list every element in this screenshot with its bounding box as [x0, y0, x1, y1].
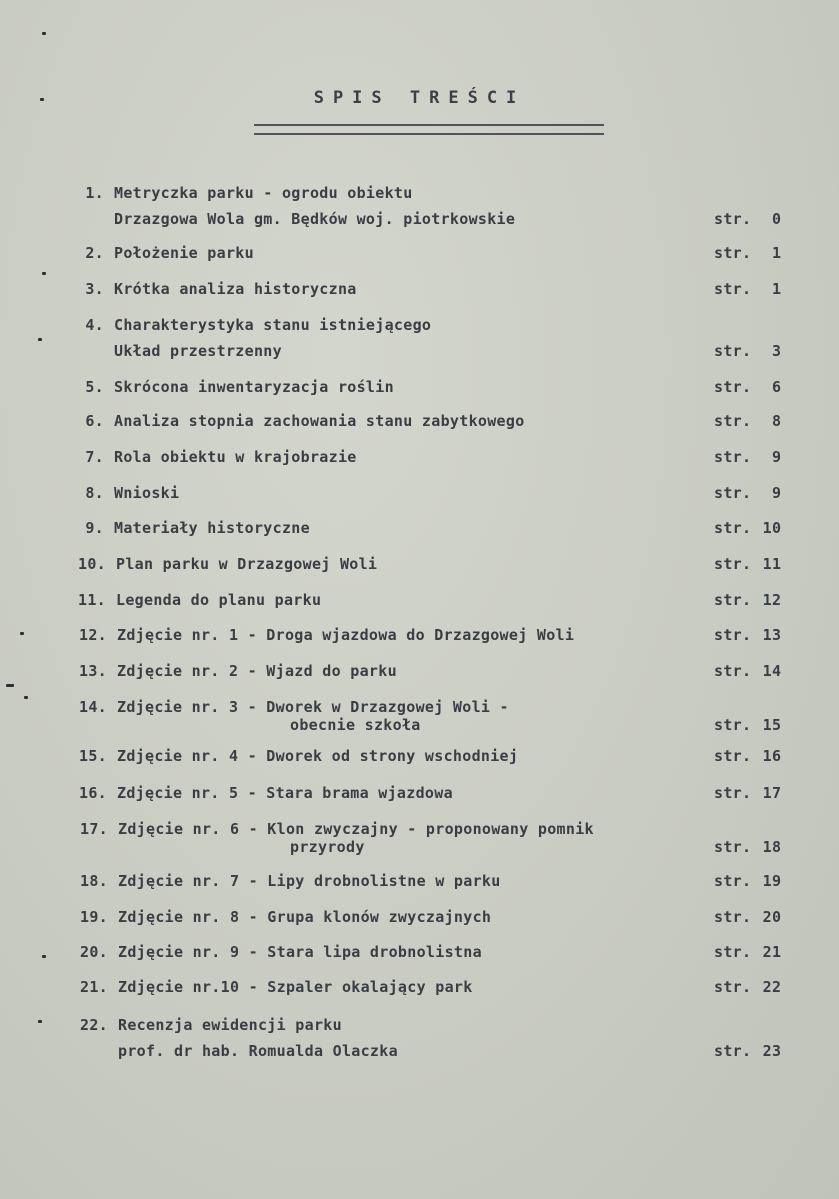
- toc-entry-number: 8.: [85, 484, 104, 502]
- page-number: 21: [762, 943, 782, 961]
- toc-entry-title: Zdjęcie nr. 3 - Dworek w Drzazgowej Woli -: [117, 698, 509, 716]
- toc-entry-number: 6.: [85, 412, 104, 430]
- toc-page-ref: [714, 555, 781, 573]
- page-number: 9: [771, 484, 782, 502]
- page-label: str.: [714, 716, 752, 734]
- toc-entry-title: Zdjęcie nr.10 - Szpaler okalający park: [118, 978, 473, 996]
- toc-entry-number: 4.: [85, 316, 104, 334]
- page-label: str.: [714, 1042, 752, 1060]
- toc-entry-number: 21.: [80, 978, 108, 996]
- toc-entry-title: obecnie szkoła: [290, 716, 421, 734]
- toc-page-ref: [714, 519, 781, 537]
- toc-entry-title: Zdjęcie nr. 7 - Lipy drobnolistne w parku: [118, 872, 501, 890]
- page-number: 10: [762, 519, 782, 537]
- toc-entry-number: 14.: [79, 698, 107, 716]
- toc-entry-title: Plan parku w Drzazgowej Woli: [116, 555, 378, 573]
- page-label: str.: [714, 210, 752, 228]
- margin-speck: [20, 632, 24, 635]
- toc-entry-title: Recenzja ewidencji parku: [118, 1016, 342, 1034]
- page-label: str.: [714, 662, 752, 680]
- page-number: 9: [771, 448, 782, 466]
- toc-page-ref: [714, 943, 781, 961]
- toc-entry-title: Zdjęcie nr. 2 - Wjazd do parku: [117, 662, 397, 680]
- toc-entry-title: przyrody: [290, 838, 365, 856]
- toc-entry-number: 22.: [80, 1016, 108, 1034]
- page-number: 22: [762, 978, 782, 996]
- toc-page-ref: [714, 378, 781, 396]
- page-number: 20: [762, 908, 782, 926]
- page-number: 15: [762, 716, 782, 734]
- page-label: str.: [714, 626, 752, 644]
- page-label: str.: [714, 872, 752, 890]
- toc-page-ref: [714, 280, 781, 298]
- toc-entry-number: 7.: [85, 448, 104, 466]
- page-number: 13: [762, 626, 782, 644]
- margin-speck: [38, 1020, 42, 1023]
- toc-page-ref: [714, 484, 781, 502]
- toc-entry-number: 13.: [79, 662, 107, 680]
- page-label: str.: [714, 378, 752, 396]
- page-number: 19: [762, 872, 782, 890]
- toc-entry-number: 16.: [79, 784, 107, 802]
- toc-entry-number: 10.: [78, 555, 106, 573]
- toc-entry-title: prof. dr hab. Romualda Olaczka: [118, 1042, 398, 1060]
- toc-entry-number: 18.: [80, 872, 108, 890]
- toc-entry-title: Zdjęcie nr. 9 - Stara lipa drobnolistna: [118, 943, 482, 961]
- title-underline: [254, 124, 604, 135]
- page-label: str.: [714, 943, 752, 961]
- toc-page-ref: [714, 784, 781, 802]
- toc-page-ref: [714, 716, 781, 734]
- toc-entry-number: 5.: [85, 378, 104, 396]
- page-number: 14: [762, 662, 782, 680]
- toc-page-ref: [714, 244, 781, 262]
- toc-page-ref: [714, 1042, 781, 1060]
- page-label: str.: [714, 448, 752, 466]
- toc-page-ref: [714, 626, 781, 644]
- page-number: 1: [771, 280, 782, 298]
- page-label: str.: [714, 484, 752, 502]
- toc-page-ref: [714, 747, 781, 765]
- toc-page-ref: [714, 908, 781, 926]
- toc-entry-number: 15.: [79, 747, 107, 765]
- margin-speck: [24, 696, 28, 699]
- toc-entry-title: Krótka analiza historyczna: [114, 280, 357, 298]
- toc-entry-number: 19.: [80, 908, 108, 926]
- toc-entry-title: Zdjęcie nr. 6 - Klon zwyczajny - proponowany pomnik: [118, 820, 594, 838]
- page-label: str.: [714, 412, 752, 430]
- page-label: str.: [714, 342, 752, 360]
- toc-page-ref: [714, 978, 781, 996]
- page-number: 3: [771, 342, 782, 360]
- toc-entry-number: 9.: [85, 519, 104, 537]
- page-number: 23: [762, 1042, 782, 1060]
- toc-entry-title: Charakterystyka stanu istniejącego: [114, 316, 432, 334]
- page-label: str.: [714, 784, 752, 802]
- toc-page-ref: [714, 872, 781, 890]
- toc-entry-title: Materiały historyczne: [114, 519, 310, 537]
- margin-speck: [6, 684, 14, 687]
- toc-entry-title: Drzazgowa Wola gm. Będków woj. piotrkowskie: [114, 210, 516, 228]
- page-label: str.: [714, 280, 752, 298]
- toc-entry-number: 1.: [85, 184, 104, 202]
- toc-entry-number: 20.: [80, 943, 108, 961]
- toc-entry-number: 17.: [80, 820, 108, 838]
- page-number: 1: [771, 244, 782, 262]
- toc-entry-title: Położenie parku: [114, 244, 254, 262]
- page-number: 0: [771, 210, 782, 228]
- toc-page-ref: [714, 662, 781, 680]
- toc-page-ref: [714, 591, 781, 609]
- page-label: str.: [714, 591, 752, 609]
- page-title: SPIS TREŚCI: [313, 88, 526, 108]
- toc-entry-number: 3.: [85, 280, 104, 298]
- toc-entry-title: Zdjęcie nr. 5 - Stara brama wjazdowa: [117, 784, 453, 802]
- toc-entry-title: Analiza stopnia zachowania stanu zabytkowego: [114, 412, 525, 430]
- page-label: str.: [714, 519, 752, 537]
- page-number: 17: [762, 784, 782, 802]
- page-number: 11: [762, 555, 782, 573]
- toc-entry-title: Zdjęcie nr. 1 - Droga wjazdowa do Drzazgowej Woli: [117, 626, 575, 644]
- toc-page-ref: [714, 210, 781, 228]
- toc-entry-number: 12.: [79, 626, 107, 644]
- page-number: 12: [762, 591, 782, 609]
- toc-entry-title: Zdjęcie nr. 4 - Dworek od strony wschodniej: [117, 747, 519, 765]
- toc-entry-title: Wnioski: [114, 484, 180, 502]
- toc-page-ref: [714, 412, 781, 430]
- toc-entry-title: Skrócona inwentaryzacja roślin: [114, 378, 394, 396]
- toc-entry-number: 2.: [85, 244, 104, 262]
- page-label: str.: [714, 244, 752, 262]
- toc-entry-title: Legenda do planu parku: [116, 591, 322, 609]
- margin-speck: [38, 338, 42, 341]
- page-number: 8: [771, 412, 782, 430]
- toc-page-ref: [714, 448, 781, 466]
- toc-entry-number: 11.: [78, 591, 106, 609]
- margin-speck: [42, 955, 46, 958]
- page-number: 16: [762, 747, 782, 765]
- page-label: str.: [714, 908, 752, 926]
- page-label: str.: [714, 838, 752, 856]
- toc-page-ref: [714, 342, 781, 360]
- toc-entry-title: Metryczka parku - ogrodu obiektu: [114, 184, 413, 202]
- page-number: 18: [762, 838, 782, 856]
- page-label: str.: [714, 747, 752, 765]
- toc-entry-title: Zdjęcie nr. 8 - Grupa klonów zwyczajnych: [118, 908, 492, 926]
- toc-entry-title: Układ przestrzenny: [114, 342, 282, 360]
- toc-page-ref: [714, 838, 781, 856]
- margin-speck: [42, 32, 46, 35]
- margin-speck: [40, 98, 44, 101]
- page-label: str.: [714, 555, 752, 573]
- page-number: 6: [771, 378, 782, 396]
- margin-speck: [42, 272, 46, 275]
- toc-entry-title: Rola obiektu w krajobrazie: [114, 448, 357, 466]
- page-label: str.: [714, 978, 752, 996]
